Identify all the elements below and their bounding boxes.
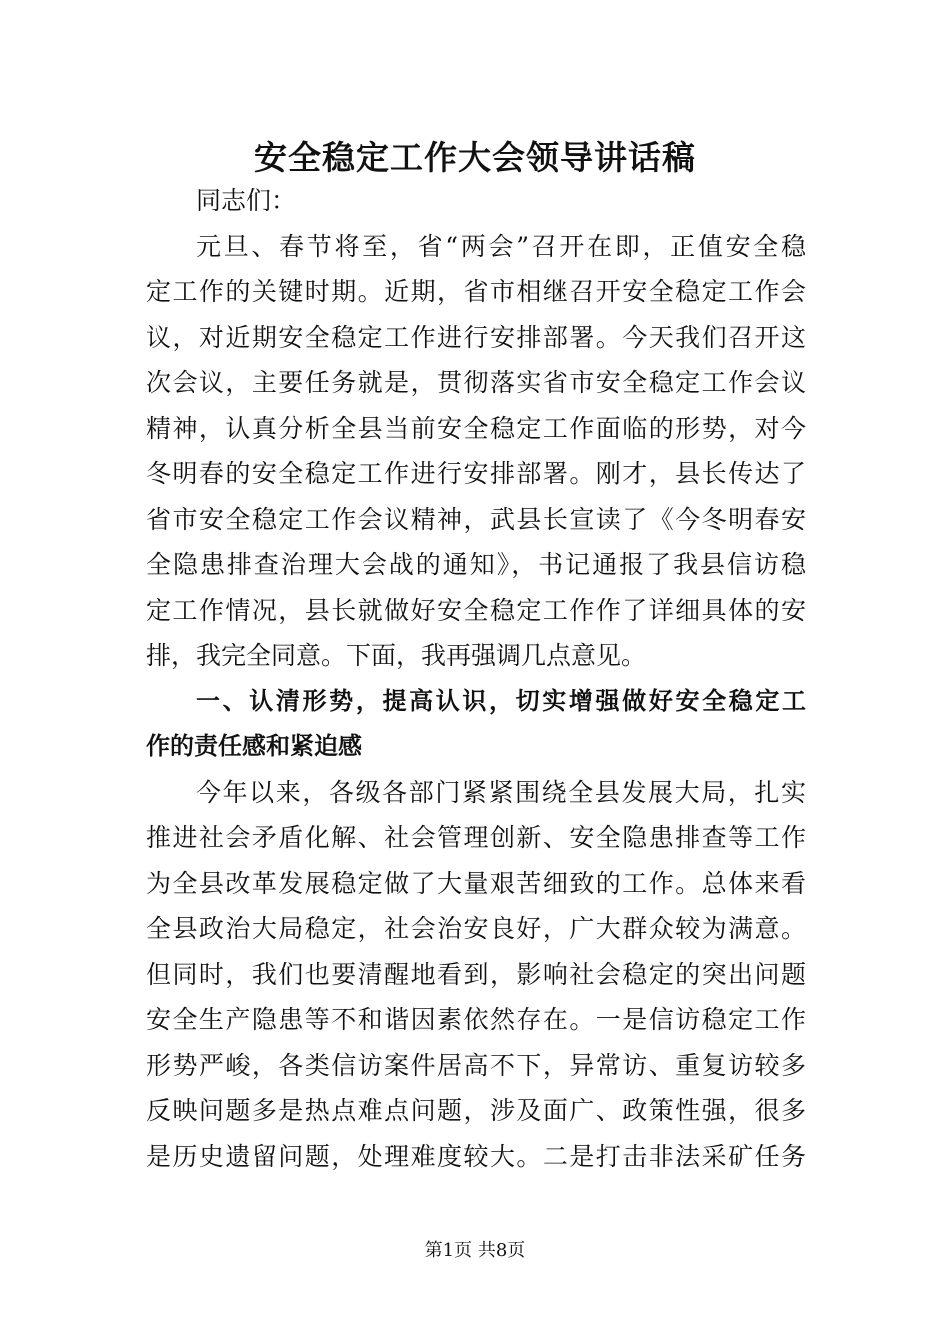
text-line: 冬明春的安全稳定工作进行安排部署。刚才，县长传达了 [146,459,806,488]
text-line: 全县政治大局稳定，社会治安良好，广大群众较为满意。 [146,914,806,943]
text-line: 为全县改革发展稳定做了大量艰苦细致的工作。总体来看 [146,868,806,898]
text-line: 定工作的关键时期。近期，省市相继召开安全稳定工作会 [146,277,806,306]
text-line: 形势严峻，各类信访案件居高不下，异常访、重复访较多 [146,1050,806,1080]
text-line: 今年以来，各级各部门紧紧围绕全县发展大局，扎实 [196,777,806,807]
text-line: 议，对近期安全稳定工作进行安排部署。今天我们召开这 [146,322,806,352]
text-line: 反映问题多是热点难点问题，涉及面广、政策性强，很多 [146,1096,806,1125]
document-title: 安全稳定工作大会领导讲话稿 [254,138,696,177]
text-line: 定工作情况，县长就做好安全稳定工作作了详细具体的安 [146,595,806,625]
section-heading: 作的责任感和紧迫感 [146,732,362,760]
text-line: 次会议，主要任务就是，贯彻落实省市安全稳定工作会议 [146,368,806,397]
text-line: 但同时，我们也要清醒地看到，影响社会稳定的突出问题 [146,959,806,989]
text-line: 省市安全稳定工作会议精神，武县长宣读了《今冬明春安 [146,504,806,534]
text-line: 排，我完全同意。下面，我再强调几点意见。 [146,641,647,670]
text-line: 推进社会矛盾化解、社会管理创新、安全隐患排查等工作 [146,823,806,852]
salutation-line: 同志们： [196,186,297,215]
section-heading: 一、认清形势，提高认识，切实增强做好安全稳定工 [196,686,806,715]
text-line: 全隐患排查治理大会战的通知》，书记通报了我县信访稳 [146,550,806,579]
page-footer: 第1页 共8页 [424,1240,526,1261]
document-body [146,178,806,1179]
text-line: 元旦、春节将至，省“两会”召开在即，正值安全稳 [196,231,806,261]
text-line: 是历史遗留问题，处理难度较大。二是打击非法采矿任务 [146,1141,806,1171]
text-line: 精神，认真分析全县当前安全稳定工作面临的形势，对今 [146,413,806,443]
text-line: 安全生产隐患等不和谐因素依然存在。一是信访稳定工作 [146,1005,806,1034]
